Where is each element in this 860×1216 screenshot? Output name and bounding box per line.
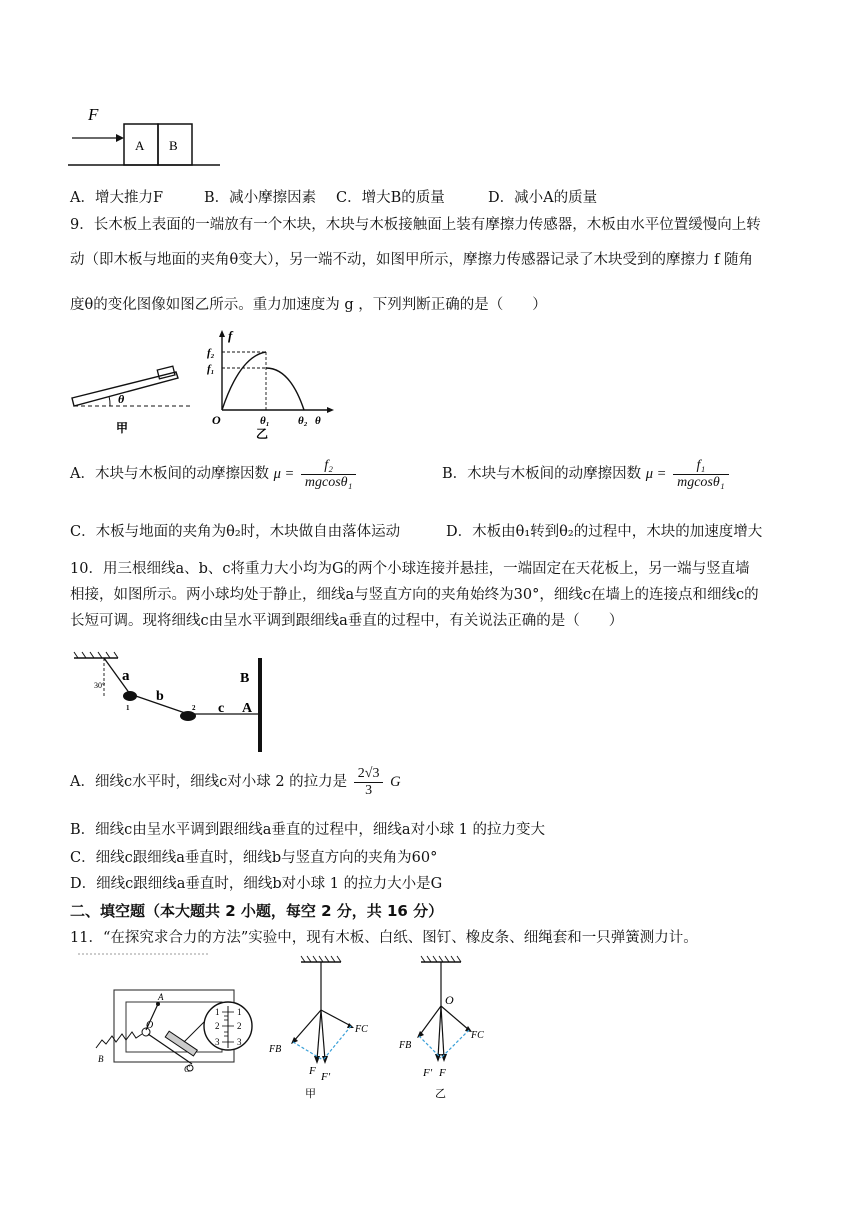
f2-label: f₂ — [207, 347, 215, 359]
apparatus-a-label: A — [158, 992, 164, 1002]
apparatus-c-label: C — [184, 1064, 191, 1074]
apparatus-o-label: O — [146, 1020, 154, 1031]
q9-option-b — [442, 454, 731, 494]
q9-option-b-text: B．木块与木板间的动摩擦因数 — [442, 466, 642, 482]
q11-figure-jia — [265, 952, 375, 1102]
q9-option-b-mu: μ = — [645, 466, 667, 482]
caption-yi: 乙 — [256, 427, 269, 441]
origin-label: O — [212, 413, 221, 427]
section-2-heading: 二、填空题（本大题共 2 小题，每空 2 分，共 16 分） — [70, 902, 444, 920]
apparatus-b-label: B — [98, 1054, 104, 1064]
q11-figure-yi — [395, 952, 505, 1102]
q9-stem-line3: 度θ的变化图像如图乙所示。重力加速度为 g ，下列判断正确的是（ ） — [70, 297, 547, 313]
angle-theta-label: θ — [118, 392, 125, 406]
caption-jia: 甲 — [116, 421, 129, 435]
scale-right-1: 1 — [237, 1007, 242, 1017]
q9-option-b-numerator: f₁ — [673, 458, 729, 475]
q8-option-a: A．增大推力F — [70, 190, 164, 206]
y-axis-f-label: f — [228, 328, 233, 343]
q9-figure-jia — [70, 360, 200, 440]
wall-point-b-label: B — [240, 671, 250, 686]
angle-30-label: 30° — [94, 681, 106, 690]
scale-left-1: 1 — [215, 1007, 220, 1017]
jia-f-label: F — [309, 1065, 316, 1077]
x-axis-theta-label: θ — [315, 415, 321, 427]
q9-stem-line2: 动（即木板与地面的夹角θ变大），另一端不动，如图甲所示，摩擦力传感器记录了木块受到的摩擦力 f 随角 — [70, 252, 754, 268]
wall-point-a-label: A — [242, 701, 253, 716]
q10-option-a — [70, 762, 401, 802]
ball-2-label: 2 — [192, 704, 196, 712]
q8-option-d: D．减小A的质量 — [488, 190, 598, 206]
scale-right-2: 2 — [237, 1021, 242, 1031]
q9-figure-yi-graph — [200, 328, 340, 440]
q10-stem-line3: 长短可调。现将细线c由呈水平调到跟细线a垂直的过程中，有关说法正确的是（ ） — [70, 613, 624, 629]
q9-option-a-mu: μ = — [273, 466, 295, 482]
ball-1-label: 1 — [126, 704, 130, 712]
q8-option-b: B．减小摩擦因素 — [204, 190, 317, 206]
scale-left-3: 3 — [215, 1037, 220, 1047]
line-a-label: a — [122, 668, 130, 684]
q11-stem: 11．“在探究求合力的方法”实验中，现有木板、白纸、图钉、橡皮条、细绳套和一只弹簧测力计。 — [70, 930, 698, 946]
q10-option-d: D．细线c跟细线a垂直时，细线b对小球 1 的拉力大小是G — [70, 876, 443, 892]
q10-option-b: B．细线c由呈水平调到跟细线a垂直的过程中，细线a对小球 1 的拉力变大 — [70, 822, 546, 838]
yi-fprime-label: F′ — [423, 1067, 433, 1079]
scale-left-2: 2 — [215, 1021, 220, 1031]
jia-fc-label: FC — [355, 1024, 368, 1035]
q10-option-a-g: G — [390, 774, 401, 790]
q9-option-a — [70, 454, 358, 494]
q9-option-a-denominator: mgcosθ₁ — [304, 474, 353, 490]
q9-option-a-text: A．木块与木板间的动摩擦因数 — [70, 466, 269, 482]
scale-right-3: 3 — [237, 1037, 242, 1047]
q9-option-b-fraction — [673, 458, 729, 491]
line-c-label: c — [218, 701, 225, 716]
yi-fb-label: FB — [399, 1040, 412, 1051]
block-a-label: A — [135, 138, 145, 153]
q10-option-a-numerator: 2√3 — [354, 766, 384, 783]
q10-option-a-denominator: 3 — [365, 782, 373, 798]
q8-option-c: C．增大B的质量 — [336, 190, 445, 206]
q9-option-b-denominator: mgcosθ₁ — [677, 474, 725, 490]
force-label: F — [88, 105, 99, 124]
jia-caption: 甲 — [305, 1088, 316, 1100]
q10-option-a-text: A．细线c水平时，细线c对小球 2 的拉力是 — [70, 774, 348, 790]
q9-option-d: D．木板由θ₁转到θ₂的过程中，木块的加速度增大 — [446, 524, 763, 540]
q10-figure — [74, 652, 274, 752]
theta1-label: θ₁ — [260, 415, 270, 427]
q8-figure — [68, 100, 228, 170]
theta2-label: θ₂ — [298, 415, 308, 427]
q9-option-a-numerator: f₂ — [301, 458, 357, 475]
q9-option-c: C．木板与地面的夹角为θ₂时，木块做自由落体运动 — [70, 524, 401, 540]
f1-label: f₁ — [207, 363, 215, 375]
q11-apparatus-figure — [78, 952, 268, 1072]
q9-option-a-fraction — [301, 458, 357, 491]
block-b-label: B — [169, 138, 178, 153]
yi-f-label: F — [439, 1067, 446, 1079]
yi-o-label: O — [445, 993, 454, 1007]
jia-fb-label: FB — [269, 1044, 282, 1055]
yi-fc-label: FC — [471, 1030, 484, 1041]
q10-stem-line2: 相接，如图所示。两小球均处于静止，细线a与竖直方向的夹角始终为30°，细线c在墙上的连接点和细线c的 — [70, 587, 759, 603]
q9-stem-line1: 9．长木板上表面的一端放有一个木块，木块与木板接触面上装有摩擦力传感器，木板由水平位置缓慢向上转 — [70, 217, 761, 233]
q10-option-c: C．细线c跟细线a垂直时，细线b与竖直方向的夹角为60° — [70, 850, 438, 866]
q10-option-a-fraction — [354, 766, 384, 799]
line-b-label: b — [156, 689, 164, 704]
q10-stem-line1: 10．用三根细线a、b、c将重力大小均为G的两个小球连接并悬挂，一端固定在天花板上，另一端与竖直墙 — [70, 561, 750, 577]
yi-caption: 乙 — [435, 1088, 446, 1100]
jia-fprime-label: F′ — [321, 1071, 331, 1083]
